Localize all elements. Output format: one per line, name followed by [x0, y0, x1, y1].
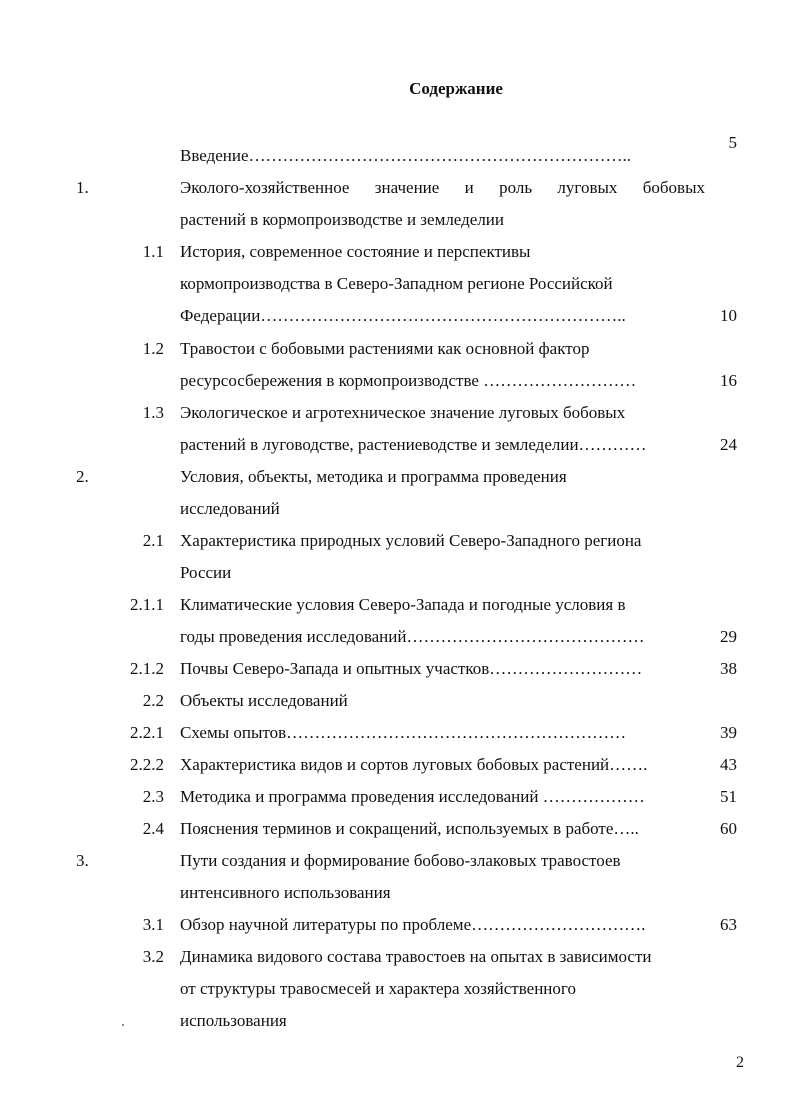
toc-entry-2-2-number: 2.2 [142, 691, 164, 710]
toc-entry-1-2-line-2: ресурсосбережения в кормопроизводстве ……………………… [180, 371, 637, 390]
toc-entry-3-2-number: 3.2 [142, 947, 164, 966]
toc-entry-2-1-2-number: 2.1.2 [130, 659, 164, 678]
scan-speck [122, 1024, 124, 1026]
toc-entry-1-line-2: растений в кормопроизводстве и земледелии [180, 210, 505, 229]
toc-entry-2-2-2-page: 43 [720, 755, 737, 774]
toc-entry-1-3-line-1: Экологическое и агротехническое значение луговых бобовых [180, 403, 626, 422]
toc-entry-2-4-page: 60 [720, 819, 737, 838]
toc-entry-2-4-number: 2.4 [142, 819, 164, 838]
toc-entry-1-2-line-1: Травостои с бобовыми растениями как основной фактор [180, 339, 590, 358]
toc-entry-2-1-number: 2.1 [142, 531, 164, 550]
toc-entry-1-1-line-3: Федерации……………………………………………………….. [180, 306, 626, 325]
toc-entry-2-number: 2. [76, 467, 89, 486]
toc-entry-2-2-2-number: 2.2.2 [130, 755, 164, 774]
toc-entry-2-1-2-page: 38 [720, 659, 737, 678]
toc-entry-2-4-line-1: Пояснения терминов и сокращений, используемых в работе….. [180, 819, 639, 838]
toc-entry-2-3-number: 2.3 [142, 787, 164, 806]
toc-entry-3-2-line-2: от структуры травосмесей и характера хозяйственного [180, 979, 576, 998]
toc-entry-2-2-1-line-1: Схемы опытов…………………………………………………… [180, 723, 627, 742]
toc-entry-2-1-2-line-1: Почвы Северо-Запада и опытных участков……………………… [180, 659, 643, 678]
toc-entry-2-1-line-1: Характеристика природных условий Северо-Западного региона [180, 531, 642, 550]
page-title: Содержание [409, 79, 503, 98]
toc-entry-2-3-page: 51 [720, 787, 737, 806]
toc-entry-2-2-line-1: Объекты исследований [180, 691, 348, 710]
toc-entry-intro-page: 5 [728, 133, 737, 152]
toc-entry-2-3-line-1: Методика и программа проведения исследований ……………… [180, 787, 645, 806]
toc-entry-2-2-1-number: 2.2.1 [130, 723, 164, 742]
toc-entry-1-3-line-2: растений в луговодстве, растениеводстве и земледелии………… [180, 435, 647, 454]
toc-entry-2-1-1-line-2: годы проведения исследований…………………………………… [180, 627, 645, 646]
toc-entry-3-1-line-1: Обзор научной литературы по проблеме…………………………. [180, 915, 646, 934]
toc-entry-1-1-page: 10 [720, 306, 737, 325]
toc-entry-2-1-1-line-1: Климатические условия Северо-Запада и погодные условия в [180, 595, 626, 614]
toc-entry-2-1-1-page: 29 [720, 627, 737, 646]
toc-entry-3-number: 3. [76, 851, 89, 870]
toc-entry-1-1-line-1: История, современное состояние и перспективы [180, 242, 531, 261]
toc-entry-1-number: 1. [76, 178, 89, 197]
toc-entry-1-3-page: 24 [720, 435, 737, 454]
toc-entry-1-3-number: 1.3 [142, 403, 164, 422]
toc-entry-3-2-line-3: использования [180, 1011, 287, 1030]
toc-entry-3-2-line-1: Динамика видового состава травостоев на опытах в зависимости [180, 947, 652, 966]
toc-entry-2-1-line-2: России [180, 563, 232, 582]
toc-entry-3-line-1: Пути создания и формирование бобово-злаковых травостоев [180, 851, 621, 870]
toc-entry-2-2-2-line-1: Характеристика видов и сортов луговых бобовых растений……. [180, 755, 648, 774]
toc-entry-intro-line: Введение………………………………………………………….. [180, 146, 632, 165]
toc-entry-1-2-page: 16 [720, 371, 737, 390]
toc-entry-2-line-2: исследований [180, 499, 280, 518]
toc-entry-3-1-number: 3.1 [142, 915, 164, 934]
toc-entry-1-line-1: Эколого-хозяйственное значение и роль луговых бобовых [180, 178, 705, 197]
toc-entry-3-line-2: интенсивного использования [180, 883, 391, 902]
toc-entry-2-2-1-page: 39 [720, 723, 737, 742]
page-number: 2 [736, 1054, 744, 1071]
toc-entry-2-1-1-number: 2.1.1 [130, 595, 164, 614]
toc-entry-2-line-1: Условия, объекты, методика и программа проведения [180, 467, 567, 486]
toc-entry-1-1-number: 1.1 [142, 242, 164, 261]
toc-entry-1-1-line-2: кормопроизводства в Северо-Западном регионе Российской [180, 274, 613, 293]
toc-entry-3-1-page: 63 [720, 915, 737, 934]
toc-entry-1-2-number: 1.2 [142, 339, 164, 358]
